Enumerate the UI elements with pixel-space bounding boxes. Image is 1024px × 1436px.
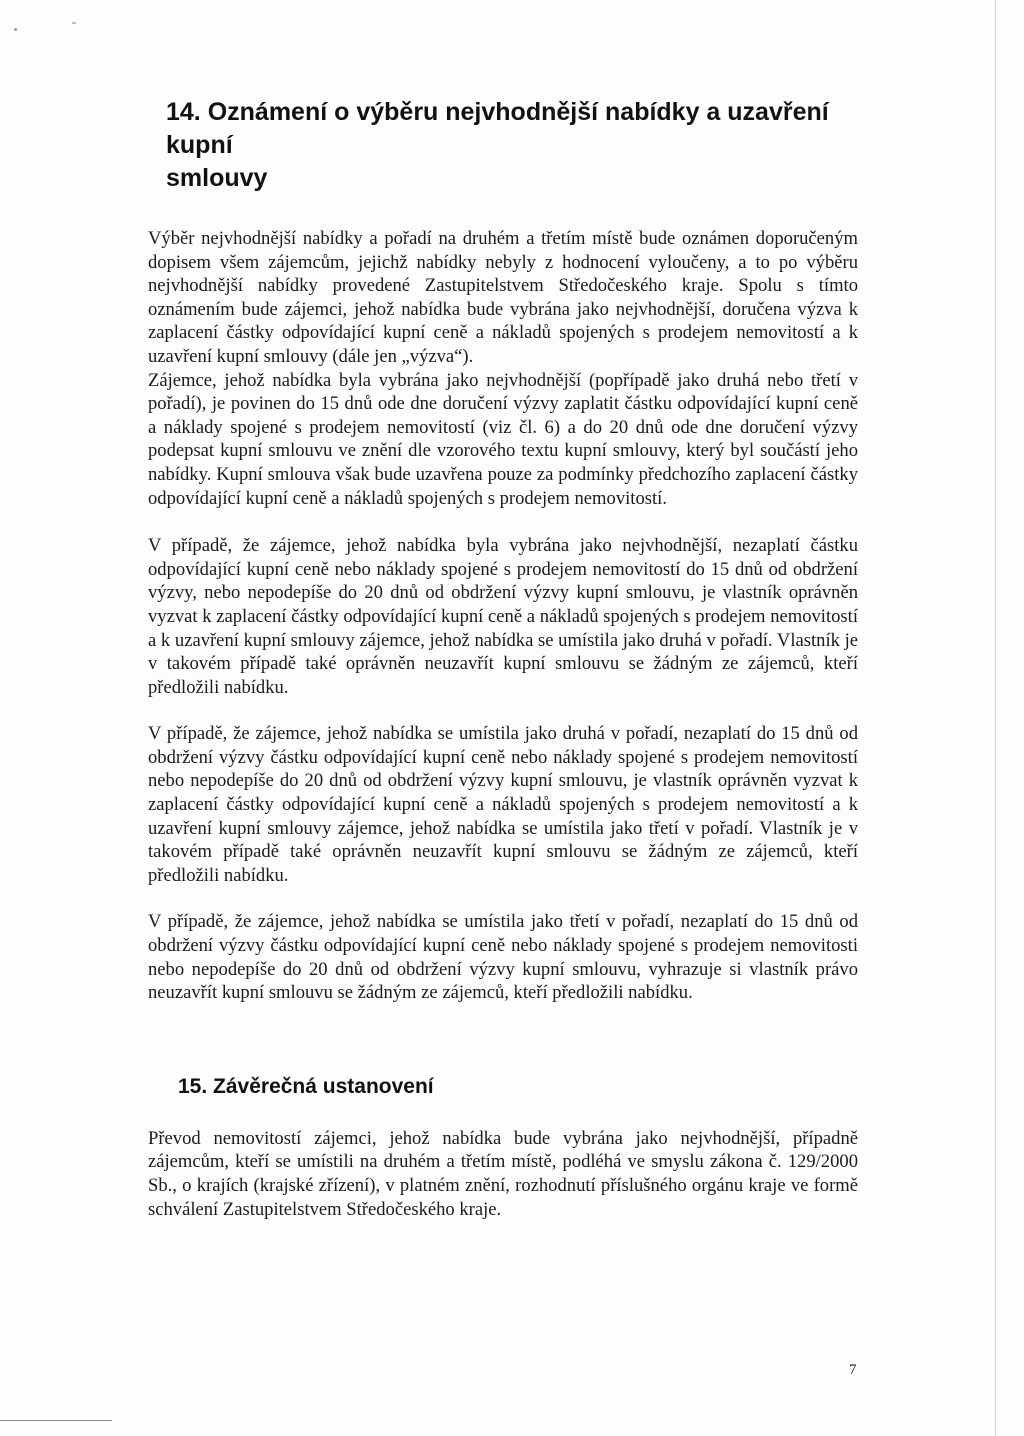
scan-edge (995, 0, 996, 1436)
section-14-paragraph-5: V případě, že zájemce, jehož nabídka se umístila jako třetí v pořadí, nezaplatí do 15 dnů od obdržení výzvy částku odpovídající kupní ceně nebo náklady spojené s prodejem nemovitosti nebo nepodepíše do 20 dnů od obdržení výzvy kupní smlouvu, vyhrazuje si vlastník právo neuzavřít kupní smlouvu se žádným ze zájemců, kteří předložili nabídku. (148, 911, 858, 1004)
scan-speck (14, 28, 17, 31)
section-15-heading: 15. Závěrečná ustanovení (178, 1074, 434, 1098)
section-14-heading (166, 96, 858, 195)
page-number: 7 (849, 1362, 857, 1378)
section-14-heading-line2: smlouvy (166, 164, 268, 192)
document-body (148, 96, 858, 1221)
footer-divider (0, 1420, 112, 1421)
section-14-paragraph-1: Výběr nejvhodnější nabídky a pořadí na druhém a třetím místě bude oznámen doporučeným dopisem všem zájemcům, jejichž nabídky nebyly z hodnocení vyloučeny, a to po výběru nejvhodnější nabídky provedené Zastupitelstvem Středočeského kraje. Spolu s tímto oznámením bude zájemci, jehož nabídka bude vybrána jako nejvhodnější, doručena výzva k zaplacení částky odpovídající kupní ceně a nákladů spojených s prodejem nemovitostí a k uzavření kupní smlouvy (dále jen „výzva“). (148, 228, 858, 367)
scan-speck (72, 22, 76, 24)
section-14-paragraph-4: V případě, že zájemce, jehož nabídka se umístila jako druhá v pořadí, nezaplatí do 15 dnů od obdržení výzvy částku odpovídající kupní ceně nebo náklady spojené s prodejem nemovitostí nebo nepodepíše do 20 dnů od obdržení výzvy kupní smlouvu, je vlastník oprávněn vyzvat k zaplacení částky odpovídající kupní ceně a nákladů spojených s prodejem nemovitostí a k uzavření kupní smlouvy zájemce, jehož nabídka se umístila jako třetí v pořadí. Vlastník je v takovém případě také oprávněn neuzavřít kupní smlouvu se žádným ze zájemců, kteří předložili nabídku. (148, 723, 858, 886)
section-14-paragraph-3: V případě, že zájemce, jehož nabídka byla vybrána jako nejvhodnější, nezaplatí částku odpovídající kupní ceně nebo náklady spojené s prodejem nemovitostí do 15 dnů od obdržení výzvy, nebo nepodepíše do 20 dnů od obdržení výzvy kupní smlouvu, je vlastník oprávněn vyzvat k zaplacení částky odpovídající kupní ceně a nákladů spojených s prodejem nemovitostí a k uzavření kupní smlouvy zájemce, jehož nabídka se umístila jako druhá v pořadí. Vlastník je v takovém případě také oprávněn neuzavřít kupní smlouvu se žádným ze zájemců, kteří předložili nabídku. (148, 535, 858, 698)
section-14-paragraph-2: Zájemce, jehož nabídka byla vybrána jako nejvhodnější (popřípadě jako druhá nebo třetí v pořadí), je povinen do 15 dnů ode dne doručení výzvy zaplatit částku odpovídající kupní ceně a náklady spojené s prodejem nemovitostí (viz čl. 6) a do 20 dnů ode dne doručení výzvy podepsat kupní smlouvu ve znění dle vzorového textu kupní smlouvy, který byl součástí jeho nabídky. Kupní smlouva však bude uzavřena pouze za podmínky předchozího zaplacení částky odpovídající kupní ceně a nákladů spojených s prodejem nemovitostí. (148, 369, 858, 509)
section-15-paragraph-1: Převod nemovitostí zájemci, jehož nabídka bude vybrána jako nejvhodnější, případně zájemcům, kteří se umístili na druhém a třetím místě, podléhá ve smyslu zákona č. 129/2000 Sb., o krajích (krajské zřízení), v platném znění, rozhodnutí příslušného orgánu kraje ve formě schválení Zastupitelstvem Středočeského kraje. (148, 1127, 858, 1220)
section-14-heading-line1: 14. Oznámení o výběru nejvhodnější nabídky a uzavření kupní (166, 98, 829, 159)
